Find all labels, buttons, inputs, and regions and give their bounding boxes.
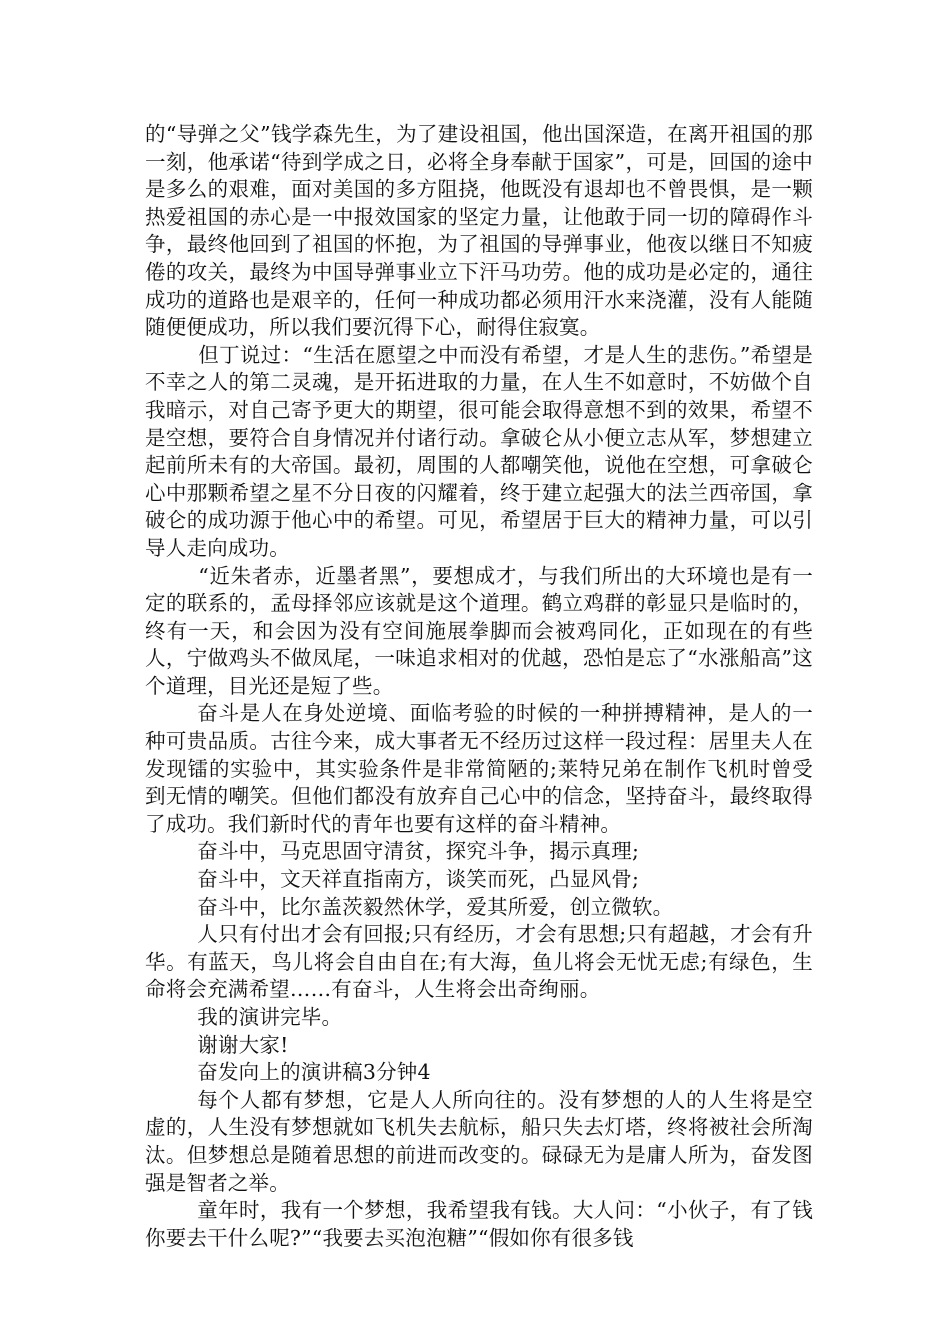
section-heading: 奋发向上的演讲稿3分钟4 <box>197 1060 431 1085</box>
paragraph-bill-gates: 奋斗中，比尔盖茨毅然休学，爱其所爱，创立微软。 <box>197 894 674 919</box>
paragraph-environment: “近朱者赤，近墨者黑”，要想成才，与我们所出的大环境也是有一定的联系的，孟母择邻应该就是这个道理。鹤立鸡群的彰显只是临时的，终有一天，和会因为没有空间施展拳脚而会被鸡同化，正如现在的有些人，宁做鸡头不做凤尾，一味追求相对的优越，恐怕是忘了“水涨船高”这个道理，目光还是短了些。 <box>145 563 813 698</box>
paragraph-speech-end: 我的演讲完毕。 <box>197 1005 343 1029</box>
paragraph-struggle: 奋斗是人在身处逆境、面临考验的时候的一种拼搏精神，是人的一种可贵品质。古往今来，成大事者无不经历过这样一段过程：居里夫人在发现镭的实验中，其实验条件是非常简陋的;莱特兄弟在制作飞机时曾受到无情的嘲笑。但他们都没有放弃自己心中的信念，坚持奋斗，最终取得了成功。我们新时代的青年也要有这样的奋斗精神。 <box>145 701 813 836</box>
paragraph-qian-xuesen: 的“导弹之父”钱学森先生，为了建设祖国，他出国深造，在离开祖国的那一刻，他承诺“待到学成之日，必将全身奉献于国家”，可是，回国的途中是多么的艰难，面对美国的多方阻挠，他既没有退却也不曾畏惧，是一颗热爱祖国的赤心是一中报效国家的坚定力量，让他敢于同一切的障碍作斗争，最终他回到了祖国的怀抱，为了祖国的导弹事业，他夜以继日不知疲倦的攻关，最终为中国导弹事业立下汗马功劳。他的成功是必定的，通往成功的道路也是艰辛的，任何一种成功都必须用汗水来浇灌，没有人能随随便便成功，所以我们要沉得下心，耐得住寂寞。 <box>145 122 813 340</box>
document-body <box>145 121 813 1252</box>
paragraph-thanks: 谢谢大家! <box>197 1032 289 1057</box>
paragraph-dante: 但丁说过：“生活在愿望之中而没有希望，才是人生的悲伤。”希望是不幸之人的第二灵魂，是开拓进取的力量，在人生不如意时，不妨做个自我暗示，对自己寄予更大的期望，很可能会取得意想不到的效果，希望不是空想，要符合自身情况并付诸行动。拿破仑从小便立志从军，梦想建立起前所未有的大帝国。最初，周围的人都嘲笑他，说他在空想，可拿破仑心中那颗希望之星不分日夜的闪耀着，终于建立起强大的法兰西帝国，拿破仑的成功源于他心中的希望。可见，希望居于巨大的精神力量，可以引导人走向成功。 <box>145 342 813 560</box>
paragraph-reward: 人只有付出才会有回报;只有经历，才会有思想;只有超越，才会有升华。有蓝天，鸟儿将会自由自在;有大海，鱼儿将会无忧无虑;有绿色，生命将会充满希望……有奋斗，人生将会出奇绚丽。 <box>145 922 813 1002</box>
paragraph-childhood: 童年时，我有一个梦想，我希望我有钱。大人问：“小伙子，有了钱你要去干什么呢?”“我要去买泡泡糖”“假如你有很多钱 <box>145 1198 813 1250</box>
paragraph-dreams: 每个人都有梦想，它是人人所向往的。没有梦想的人的人生将是空虚的，人生没有梦想就如飞机失去航标，船只失去灯塔，终将被社会所淘汰。但梦想总是随着思想的前进而改变的。碌碌无为是庸人所为，奋发图强是智者之举。 <box>145 1087 813 1195</box>
paragraph-marx: 奋斗中，马克思固守清贫，探究斗争，揭示真理; <box>197 839 640 864</box>
paragraph-wen-tianxiang: 奋斗中，文天祥直指南方，谈笑而死，凸显风骨; <box>197 867 640 892</box>
